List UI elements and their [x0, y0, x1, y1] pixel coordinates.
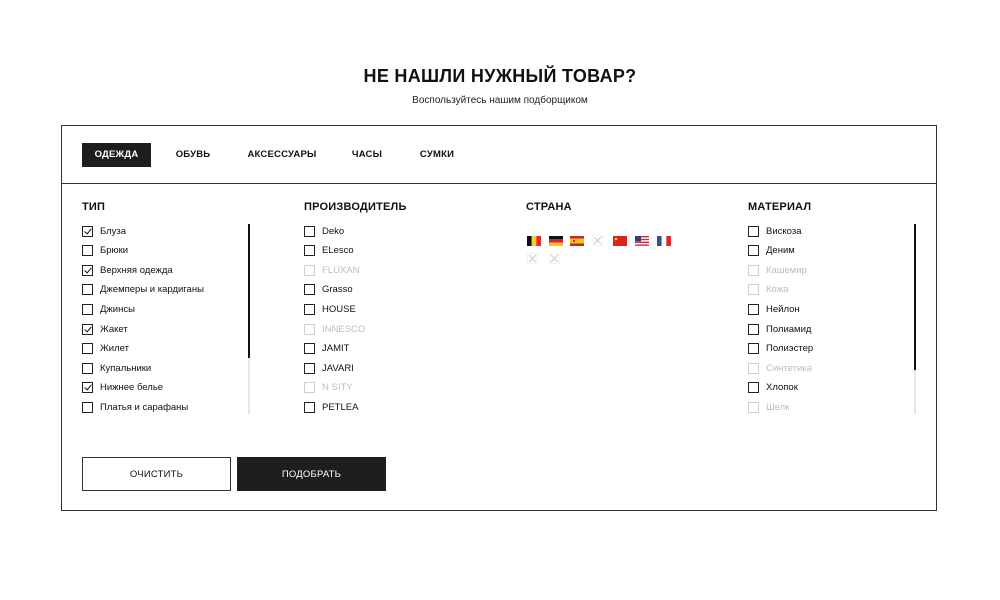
filter-option-label: N SITY [322, 382, 353, 394]
checkbox [748, 363, 759, 374]
filter-option-label: Джинсы [100, 303, 135, 315]
brand-filter-title: ПРОИЗВОДИТЕЛЬ [304, 201, 407, 213]
filter-option-label: Купальники [100, 362, 152, 374]
page-subtitle: Воспользуйтесь нашим подборщиком [412, 95, 588, 106]
filter-option-label: Платья и сарафаны [100, 401, 189, 413]
checkbox[interactable] [82, 363, 93, 374]
checkbox[interactable] [304, 245, 315, 256]
filter-option[interactable] [82, 302, 135, 316]
page-title: НЕ НАШЛИ НУЖНЫЙ ТОВАР? [363, 66, 637, 86]
checkbox[interactable] [82, 226, 93, 237]
checkbox [748, 265, 759, 276]
checkbox[interactable] [82, 245, 93, 256]
category-tabs [62, 126, 936, 184]
checkbox [304, 382, 315, 393]
filter-option-label: Хлопок [766, 382, 798, 394]
country-filter-title: СТРАНА [526, 201, 572, 213]
tab-watches[interactable]: ЧАСЫ [351, 149, 383, 160]
type-filter-scroll-thumb[interactable] [248, 224, 250, 358]
checkbox[interactable] [748, 324, 759, 335]
filter-option[interactable] [748, 342, 813, 356]
material-filter-scroll-thumb[interactable] [914, 224, 916, 370]
filter-option [748, 361, 812, 375]
filter-option[interactable] [748, 322, 811, 336]
tab-shoes[interactable]: ОБУВЬ [175, 149, 211, 160]
filter-option-label: JAVARI [322, 362, 354, 374]
filter-option-label: INNESCO [322, 323, 366, 335]
filter-option[interactable] [82, 381, 163, 395]
checkbox[interactable] [82, 402, 93, 413]
filter-option[interactable] [304, 342, 349, 356]
spain-flag-icon[interactable] [570, 233, 584, 243]
checkbox[interactable] [304, 304, 315, 315]
filter-option-label: Grasso [322, 284, 353, 296]
filter-option[interactable] [304, 244, 354, 258]
filter-option[interactable] [304, 302, 356, 316]
clear-button[interactable]: ОЧИСТИТЬ [82, 457, 231, 491]
checkbox[interactable] [82, 304, 93, 315]
filter-option[interactable] [748, 302, 800, 316]
checkbox[interactable] [82, 382, 93, 393]
checkbox[interactable] [748, 304, 759, 315]
checkbox[interactable] [748, 226, 759, 237]
france-flag-icon[interactable] [657, 233, 671, 243]
checkbox[interactable] [304, 226, 315, 237]
filter-option[interactable] [748, 381, 798, 395]
filter-option [304, 263, 359, 277]
germany-flag-icon[interactable] [549, 233, 563, 243]
filter-option-label: Вискоза [766, 225, 802, 237]
filter-option[interactable] [304, 361, 354, 375]
disabled-flag-icon [592, 233, 603, 244]
filter-option [304, 381, 353, 395]
checkbox[interactable] [748, 382, 759, 393]
checkbox[interactable] [304, 363, 315, 374]
filter-option[interactable] [82, 283, 204, 297]
filter-option [748, 263, 807, 277]
disabled-flag-icon [549, 251, 560, 262]
filter-option-label: Жилет [100, 343, 129, 355]
filter-option[interactable] [82, 244, 128, 258]
checkbox[interactable] [304, 343, 315, 354]
checkbox[interactable] [304, 402, 315, 413]
type-filter-title: ТИП [82, 201, 106, 213]
filter-option[interactable] [748, 224, 801, 238]
filter-option-label: Деним [766, 245, 795, 257]
tab-bags[interactable]: СУМКИ [419, 149, 455, 160]
checkbox [304, 265, 315, 276]
checkbox[interactable] [748, 343, 759, 354]
filter-option[interactable] [304, 283, 353, 297]
belgium-flag-icon[interactable] [527, 233, 541, 243]
filter-option-label: Кожа [766, 284, 789, 296]
filter-option[interactable] [82, 342, 129, 356]
usa-flag-icon[interactable] [635, 233, 649, 243]
checkbox[interactable] [82, 343, 93, 354]
filter-option-label: Полиэстер [766, 343, 814, 355]
checkbox[interactable] [82, 265, 93, 276]
filter-option-label: Джемперы и кардиганы [100, 284, 204, 296]
filter-option-label: Шелк [766, 401, 790, 413]
filter-option-label: Жакет [100, 323, 128, 335]
material-filter-scrollbar[interactable] [914, 224, 916, 414]
disabled-flag-icon [527, 251, 538, 262]
filter-option [748, 283, 788, 297]
checkbox [748, 284, 759, 295]
checkbox[interactable] [304, 284, 315, 295]
checkbox [304, 324, 315, 335]
filter-option[interactable] [82, 322, 128, 336]
checkbox[interactable] [82, 284, 93, 295]
filter-option-label: Синтетика [766, 362, 812, 374]
checkbox [748, 402, 759, 413]
filter-option-label: Верхняя одежда [100, 264, 173, 276]
filter-option-label: Блуза [100, 225, 127, 237]
filter-option-label: Полиамид [766, 323, 812, 335]
filter-option-label: Нейлон [766, 303, 800, 315]
filter-option [304, 322, 365, 336]
filter-option-label: Брюки [100, 245, 129, 257]
filter-option[interactable] [82, 224, 126, 238]
filter-option-label: Deko [322, 225, 345, 237]
filter-option-label: Кашемир [766, 264, 807, 276]
filter-option[interactable] [304, 400, 358, 414]
product-picker-panel [61, 125, 937, 511]
filter-option[interactable] [82, 400, 188, 414]
filter-option-label: HOUSE [322, 303, 356, 315]
china-flag-icon[interactable] [613, 233, 627, 243]
filter-option[interactable] [82, 263, 173, 277]
filter-option[interactable] [304, 224, 344, 238]
filter-option[interactable] [748, 244, 795, 258]
checkbox[interactable] [82, 324, 93, 335]
type-filter-scrollbar[interactable] [248, 224, 250, 414]
filter-option[interactable] [82, 361, 151, 375]
filter-option-label: JAMIT [322, 343, 350, 355]
checkbox[interactable] [748, 245, 759, 256]
tab-clothing[interactable]: ОДЕЖДА [82, 143, 151, 167]
material-filter-title: МАТЕРИАЛ [748, 201, 812, 213]
tab-accessories[interactable]: АКСЕССУАРЫ [247, 149, 317, 160]
filter-option-label: ELesco [322, 245, 354, 257]
filter-option-label: PETLEA [322, 401, 359, 413]
pick-button[interactable]: ПОДОБРАТЬ [237, 457, 386, 491]
filter-option [748, 400, 789, 414]
filter-option-label: FLUXAN [322, 264, 360, 276]
filter-option-label: Нижнее белье [100, 382, 164, 394]
